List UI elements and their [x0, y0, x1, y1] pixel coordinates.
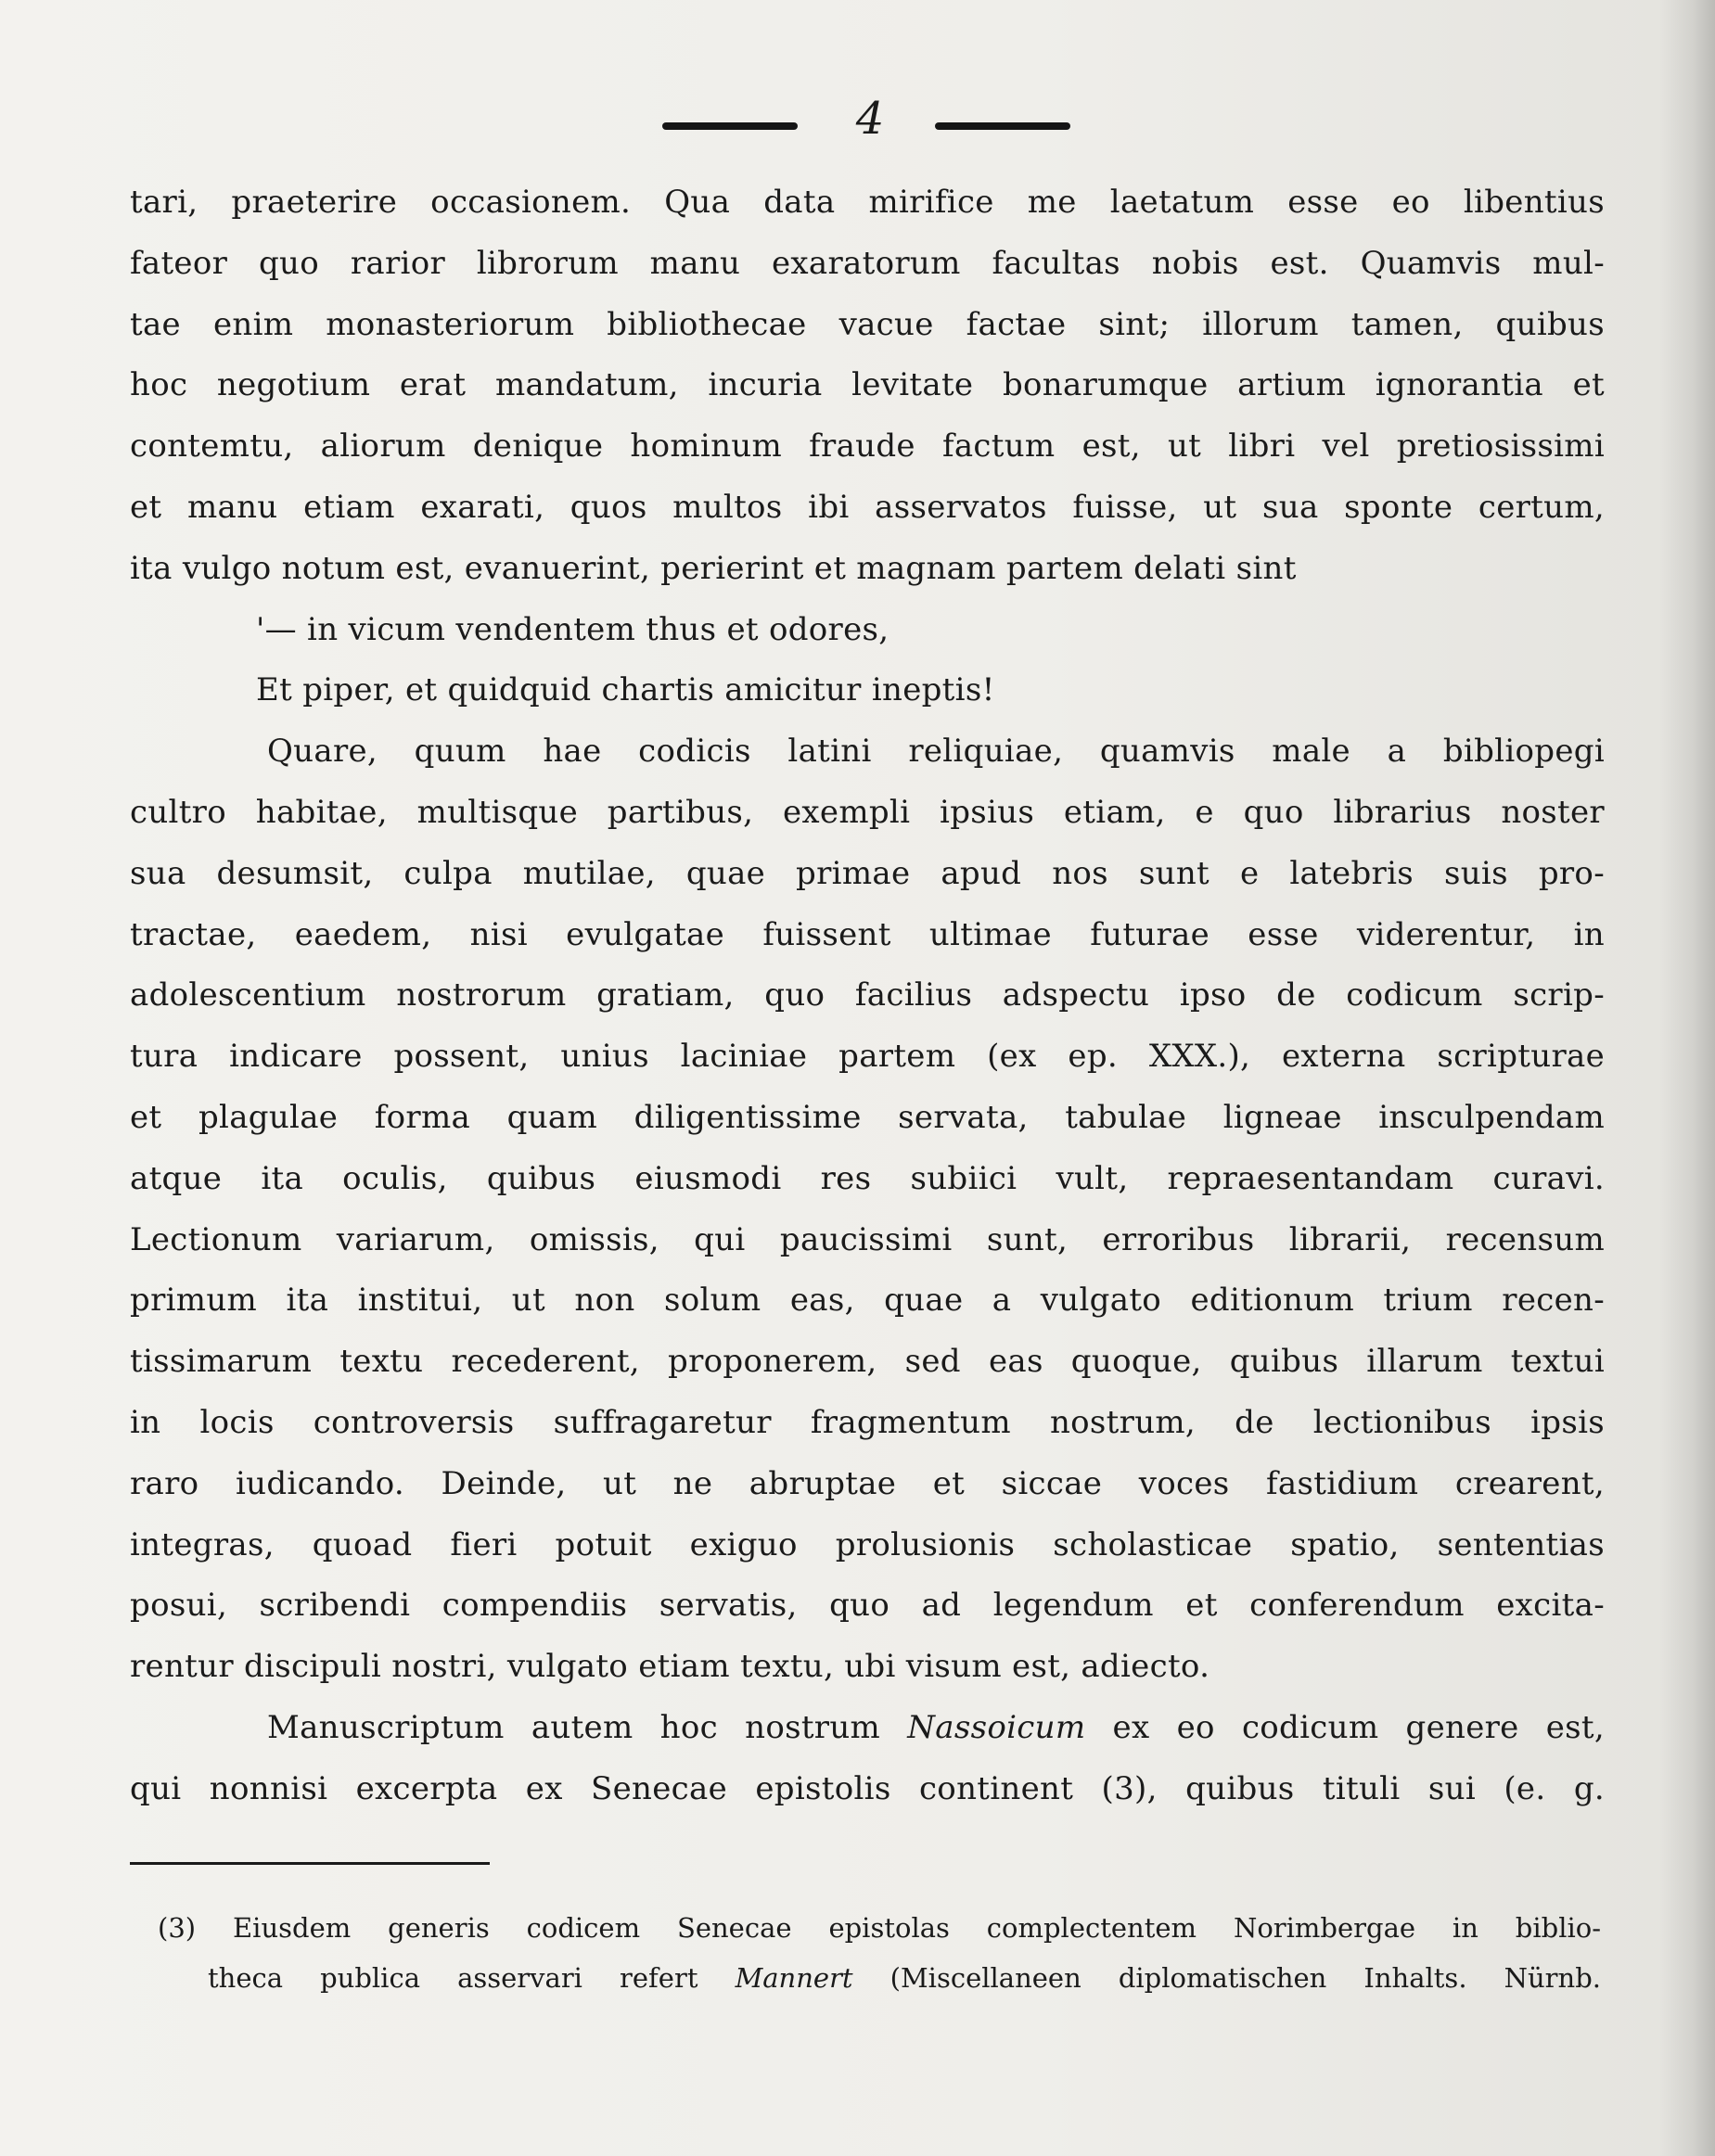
text-segment: ex eo codicum genere est,: [1085, 1708, 1605, 1746]
text-line: primum ita institui, ut non solum eas, quae a vulgato editionum trium recen-: [130, 1282, 1605, 1320]
footnote-text: theca publica asservari refert: [208, 1962, 736, 1994]
header-rule-right: [935, 122, 1070, 130]
text-line: tura indicare possent, unius laciniae partem (ex ep. XXX.), externa scripturae: [130, 1038, 1605, 1076]
paragraph-start: Quare, quum hae codicis latini reliquiae, quamvis male a bibliopegi: [267, 733, 1605, 771]
text-line: tissimarum textu recederent, proponerem, sed eas quoque, quibus illarum textui: [130, 1343, 1605, 1381]
verse-line: '— in vicum vendentem thus et odores,: [256, 610, 889, 648]
footnote-text: (Miscellaneen diplomatischen Inhalts. Nürnb.: [852, 1962, 1601, 1994]
header-rule-left: [662, 122, 798, 130]
text-line: adolescentium nostrorum gratiam, quo facilius adspectu ipso de codicum scrip-: [130, 976, 1605, 1014]
paragraph-start: [130, 1698, 1605, 1759]
text-line: atque ita oculis, quibus eiusmodi res subiici vult, repraesentandam curavi.: [130, 1159, 1605, 1197]
text-line: et plagulae forma quam diligentissime servata, tabulae ligneae insculpendam: [130, 1098, 1605, 1136]
footnote-marker: (3): [158, 1912, 197, 1944]
footnote-line: [158, 1903, 1601, 1953]
text-line: contemtu, aliorum denique hominum fraude factum est, ut libri vel pretiosissimi: [130, 427, 1605, 466]
footnote-rule: [130, 1862, 490, 1865]
text-line: qui nonnisi excerpta ex Senecae epistolis continent (3), quibus tituli sui (e. g.: [130, 1769, 1605, 1807]
text-line: ita vulgo notum est, evanuerint, perierint et magnam partem delati sint: [130, 549, 1297, 587]
text-line: raro iudicando. Deinde, ut ne abruptae et siccae voces fastidium crearent,: [130, 1464, 1605, 1502]
text-line: hoc negotium erat mandatum, incuria levitate bonarumque artium ignorantia et: [130, 366, 1605, 404]
text-line: sua desumsit, culpa mutilae, quae primae apud nos sunt e latebris suis pro-: [130, 854, 1605, 892]
text-line: cultro habitae, multisque partibus, exempli ipsius etiam, e quo librarius noster: [130, 793, 1605, 831]
text-line: fateor quo rarior librorum manu exaratorum facultas nobis est. Quamvis mul-: [130, 244, 1605, 282]
text-line: tae enim monasteriorum bibliothecae vacue factae sint; illorum tamen, quibus: [130, 305, 1605, 343]
verse-line: Et piper, et quidquid chartis amicitur ineptis!: [256, 671, 995, 709]
italic-name: Nassoicum: [907, 1708, 1086, 1746]
text-line: posui, scribendi compendiis servatis, quo ad legendum et conferendum excita-: [130, 1587, 1605, 1625]
text-line: integras, quoad fieri potuit exiguo prolusionis scholasticae spatio, sententias: [130, 1525, 1605, 1563]
body-text: [130, 172, 1605, 1820]
page-edge-shadow: [1659, 0, 1715, 2156]
page-header: [649, 93, 1076, 148]
text-line: Lectionum variarum, omissis, qui paucissimi sunt, erroribus librarii, recensum: [130, 1220, 1605, 1258]
italic-name: Mannert: [735, 1962, 853, 1994]
text-segment: Manuscriptum autem hoc nostrum: [267, 1708, 908, 1746]
text-line: in locis controversis suffragaretur fragmentum nostrum, de lectionibus ipsis: [130, 1403, 1605, 1441]
text-line: tractae, eaedem, nisi evulgatae fuissent ultimae futurae esse viderentur, in: [130, 915, 1605, 953]
footnote-text: Eiusdem generis codicem Senecae epistolas complectentem Norimbergae in biblio-: [196, 1912, 1601, 1944]
page-number: 4: [855, 93, 885, 145]
text-line: tari, praeterire occasionem. Qua data mirifice me laetatum esse eo libentius: [130, 184, 1605, 221]
footnote-line: [158, 1953, 1601, 2003]
text-line: et manu etiam exarati, quos multos ibi asservatos fuisse, ut sua sponte certum,: [130, 488, 1605, 526]
text-line: rentur discipuli nostri, vulgato etiam textu, ubi visum est, adiecto.: [130, 1648, 1210, 1686]
footnotes: [158, 1903, 1601, 2003]
